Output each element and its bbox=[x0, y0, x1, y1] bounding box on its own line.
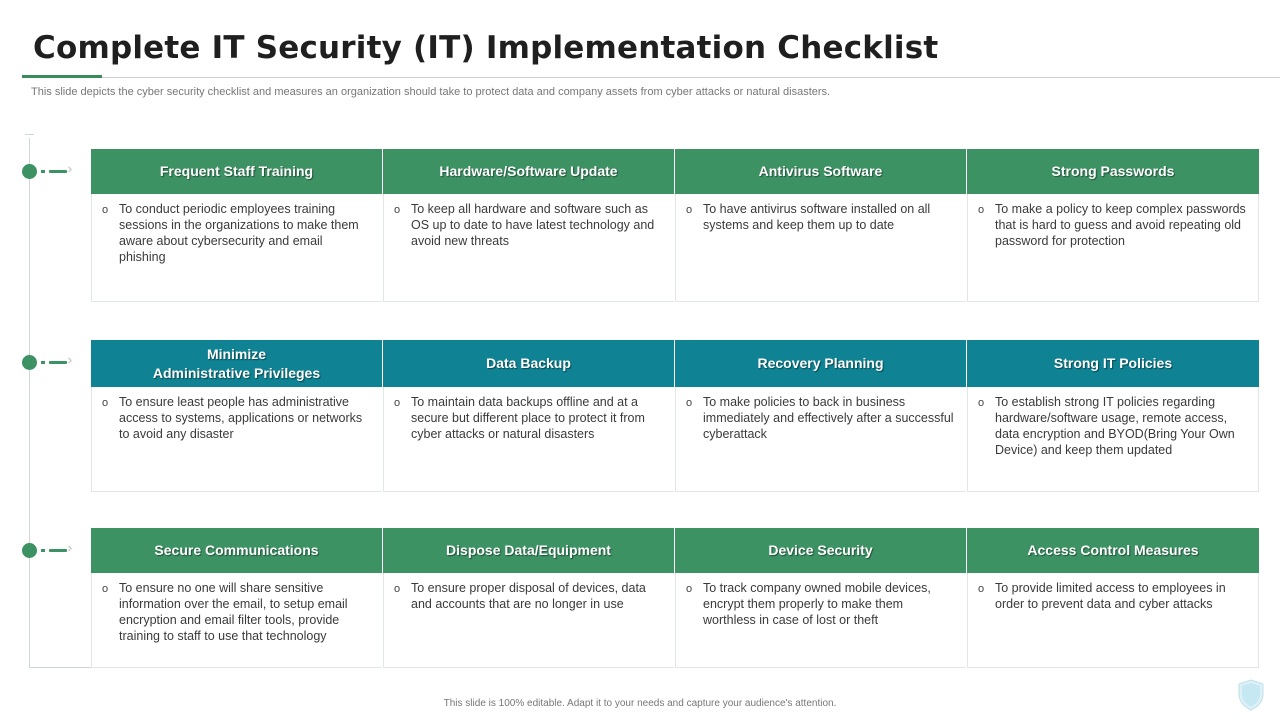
card-heading: Data Backup bbox=[383, 340, 674, 387]
bullet-icon: o bbox=[686, 397, 693, 409]
card-text: To track company owned mobile devices, encrypt them properly to make them worthless in case of lost or theft bbox=[703, 581, 931, 627]
checklist-row-2 bbox=[91, 340, 1259, 492]
checklist-card bbox=[675, 528, 967, 668]
title-accent-bar bbox=[22, 75, 102, 78]
card-heading: Access Control Measures bbox=[967, 528, 1259, 573]
checklist-card bbox=[91, 528, 383, 668]
card-body bbox=[675, 194, 966, 302]
checklist-card bbox=[675, 149, 967, 302]
card-text: To ensure proper disposal of devices, data and accounts that are no longer in use bbox=[411, 581, 646, 611]
shield-icon bbox=[1237, 679, 1265, 711]
card-text: To provide limited access to employees in order to prevent data and cyber attacks bbox=[995, 581, 1226, 611]
title-divider bbox=[22, 77, 1280, 78]
bullet-icon: o bbox=[394, 204, 401, 216]
card-body bbox=[91, 194, 382, 302]
card-heading: Frequent Staff Training bbox=[91, 149, 382, 194]
checklist-card bbox=[967, 340, 1259, 492]
card-body bbox=[967, 387, 1259, 492]
checklist-card bbox=[675, 340, 967, 492]
card-heading bbox=[91, 340, 382, 387]
footer-note: This slide is 100% editable. Adapt it to your needs and capture your audience's attention. bbox=[443, 698, 837, 709]
row-3-marker bbox=[22, 542, 90, 558]
card-body bbox=[675, 387, 966, 492]
card-text: To have antivirus software installed on all systems and keep them up to date bbox=[703, 202, 931, 232]
card-heading-line: Minimize bbox=[206, 345, 267, 362]
checklist-card bbox=[967, 528, 1259, 668]
circle-marker-icon bbox=[22, 355, 37, 370]
bullet-icon: o bbox=[978, 583, 985, 595]
row-1-marker bbox=[22, 163, 90, 179]
card-heading: Recovery Planning bbox=[675, 340, 966, 387]
page-title: Complete IT Security (IT) Implementation Checklist bbox=[33, 30, 939, 66]
card-heading-line: Administrative Privileges bbox=[152, 364, 321, 381]
card-body bbox=[967, 573, 1259, 668]
marker-dash bbox=[49, 361, 67, 364]
checklist-card bbox=[967, 149, 1259, 302]
card-text: To maintain data backups offline and at a secure but different place to protect it from cyber attacks or natural disasters bbox=[411, 395, 645, 441]
marker-dash bbox=[41, 549, 45, 552]
card-body bbox=[675, 573, 966, 668]
row-2-marker bbox=[22, 354, 90, 370]
card-text: To establish strong IT policies regarding hardware/software usage, remote access, data encryption and BYOD(Bring Your Own Device) and keep them updated bbox=[995, 395, 1235, 457]
card-body bbox=[967, 194, 1259, 302]
marker-dash bbox=[49, 549, 67, 552]
marker-dash bbox=[41, 170, 45, 173]
card-heading: Strong Passwords bbox=[967, 149, 1259, 194]
checklist-card bbox=[91, 149, 383, 302]
bullet-icon: o bbox=[978, 204, 985, 216]
card-heading: Device Security bbox=[675, 528, 966, 573]
bullet-icon: o bbox=[686, 583, 693, 595]
bullet-icon: o bbox=[102, 397, 109, 409]
card-text: To make policies to back in business immediately and effectively after a successful cyberattack bbox=[703, 395, 954, 441]
card-body bbox=[91, 573, 382, 668]
timeline-cap bbox=[25, 134, 34, 135]
timeline-line bbox=[29, 138, 30, 668]
marker-dash bbox=[41, 361, 45, 364]
marker-dash bbox=[49, 170, 67, 173]
card-heading: Antivirus Software bbox=[675, 149, 966, 194]
card-heading: Secure Communications bbox=[91, 528, 382, 573]
card-text: To make a policy to keep complex passwords that is hard to guess and avoid repeating old password for protection bbox=[995, 202, 1246, 248]
checklist-row-1 bbox=[91, 149, 1259, 302]
checklist-card bbox=[383, 340, 675, 492]
card-heading: Hardware/Software Update bbox=[383, 149, 674, 194]
bullet-icon: o bbox=[102, 583, 109, 595]
page-subtitle: This slide depicts the cyber security checklist and measures an organization should take to protect data and company assets from cyber attacks or natural disasters. bbox=[31, 86, 831, 98]
checklist-card bbox=[383, 149, 675, 302]
card-body bbox=[383, 194, 674, 302]
card-body bbox=[91, 387, 382, 492]
card-body bbox=[383, 387, 674, 492]
card-text: To ensure least people has administrative access to systems, applications or networks to avoid any disaster bbox=[119, 395, 363, 441]
bullet-icon: o bbox=[686, 204, 693, 216]
checklist-row-3 bbox=[91, 528, 1259, 668]
card-heading: Dispose Data/Equipment bbox=[383, 528, 674, 573]
bullet-icon: o bbox=[978, 397, 985, 409]
bullet-icon: o bbox=[394, 583, 401, 595]
circle-marker-icon bbox=[22, 164, 37, 179]
circle-marker-icon bbox=[22, 543, 37, 558]
card-text: To conduct periodic employees training sessions in the organizations to make them aware about cybersecurity and email phishing bbox=[119, 202, 359, 264]
card-text: To ensure no one will share sensitive information over the email, to setup email encryption and email filter tools, provide training to staff to use that technology bbox=[119, 581, 348, 643]
bullet-icon: o bbox=[102, 204, 109, 216]
card-text: To keep all hardware and software such as OS up to date to have latest technology and avoid new threats bbox=[411, 202, 655, 248]
bullet-icon: o bbox=[394, 397, 401, 409]
checklist-card bbox=[91, 340, 383, 492]
checklist-card bbox=[383, 528, 675, 668]
card-body bbox=[383, 573, 674, 668]
card-heading: Strong IT Policies bbox=[967, 340, 1259, 387]
